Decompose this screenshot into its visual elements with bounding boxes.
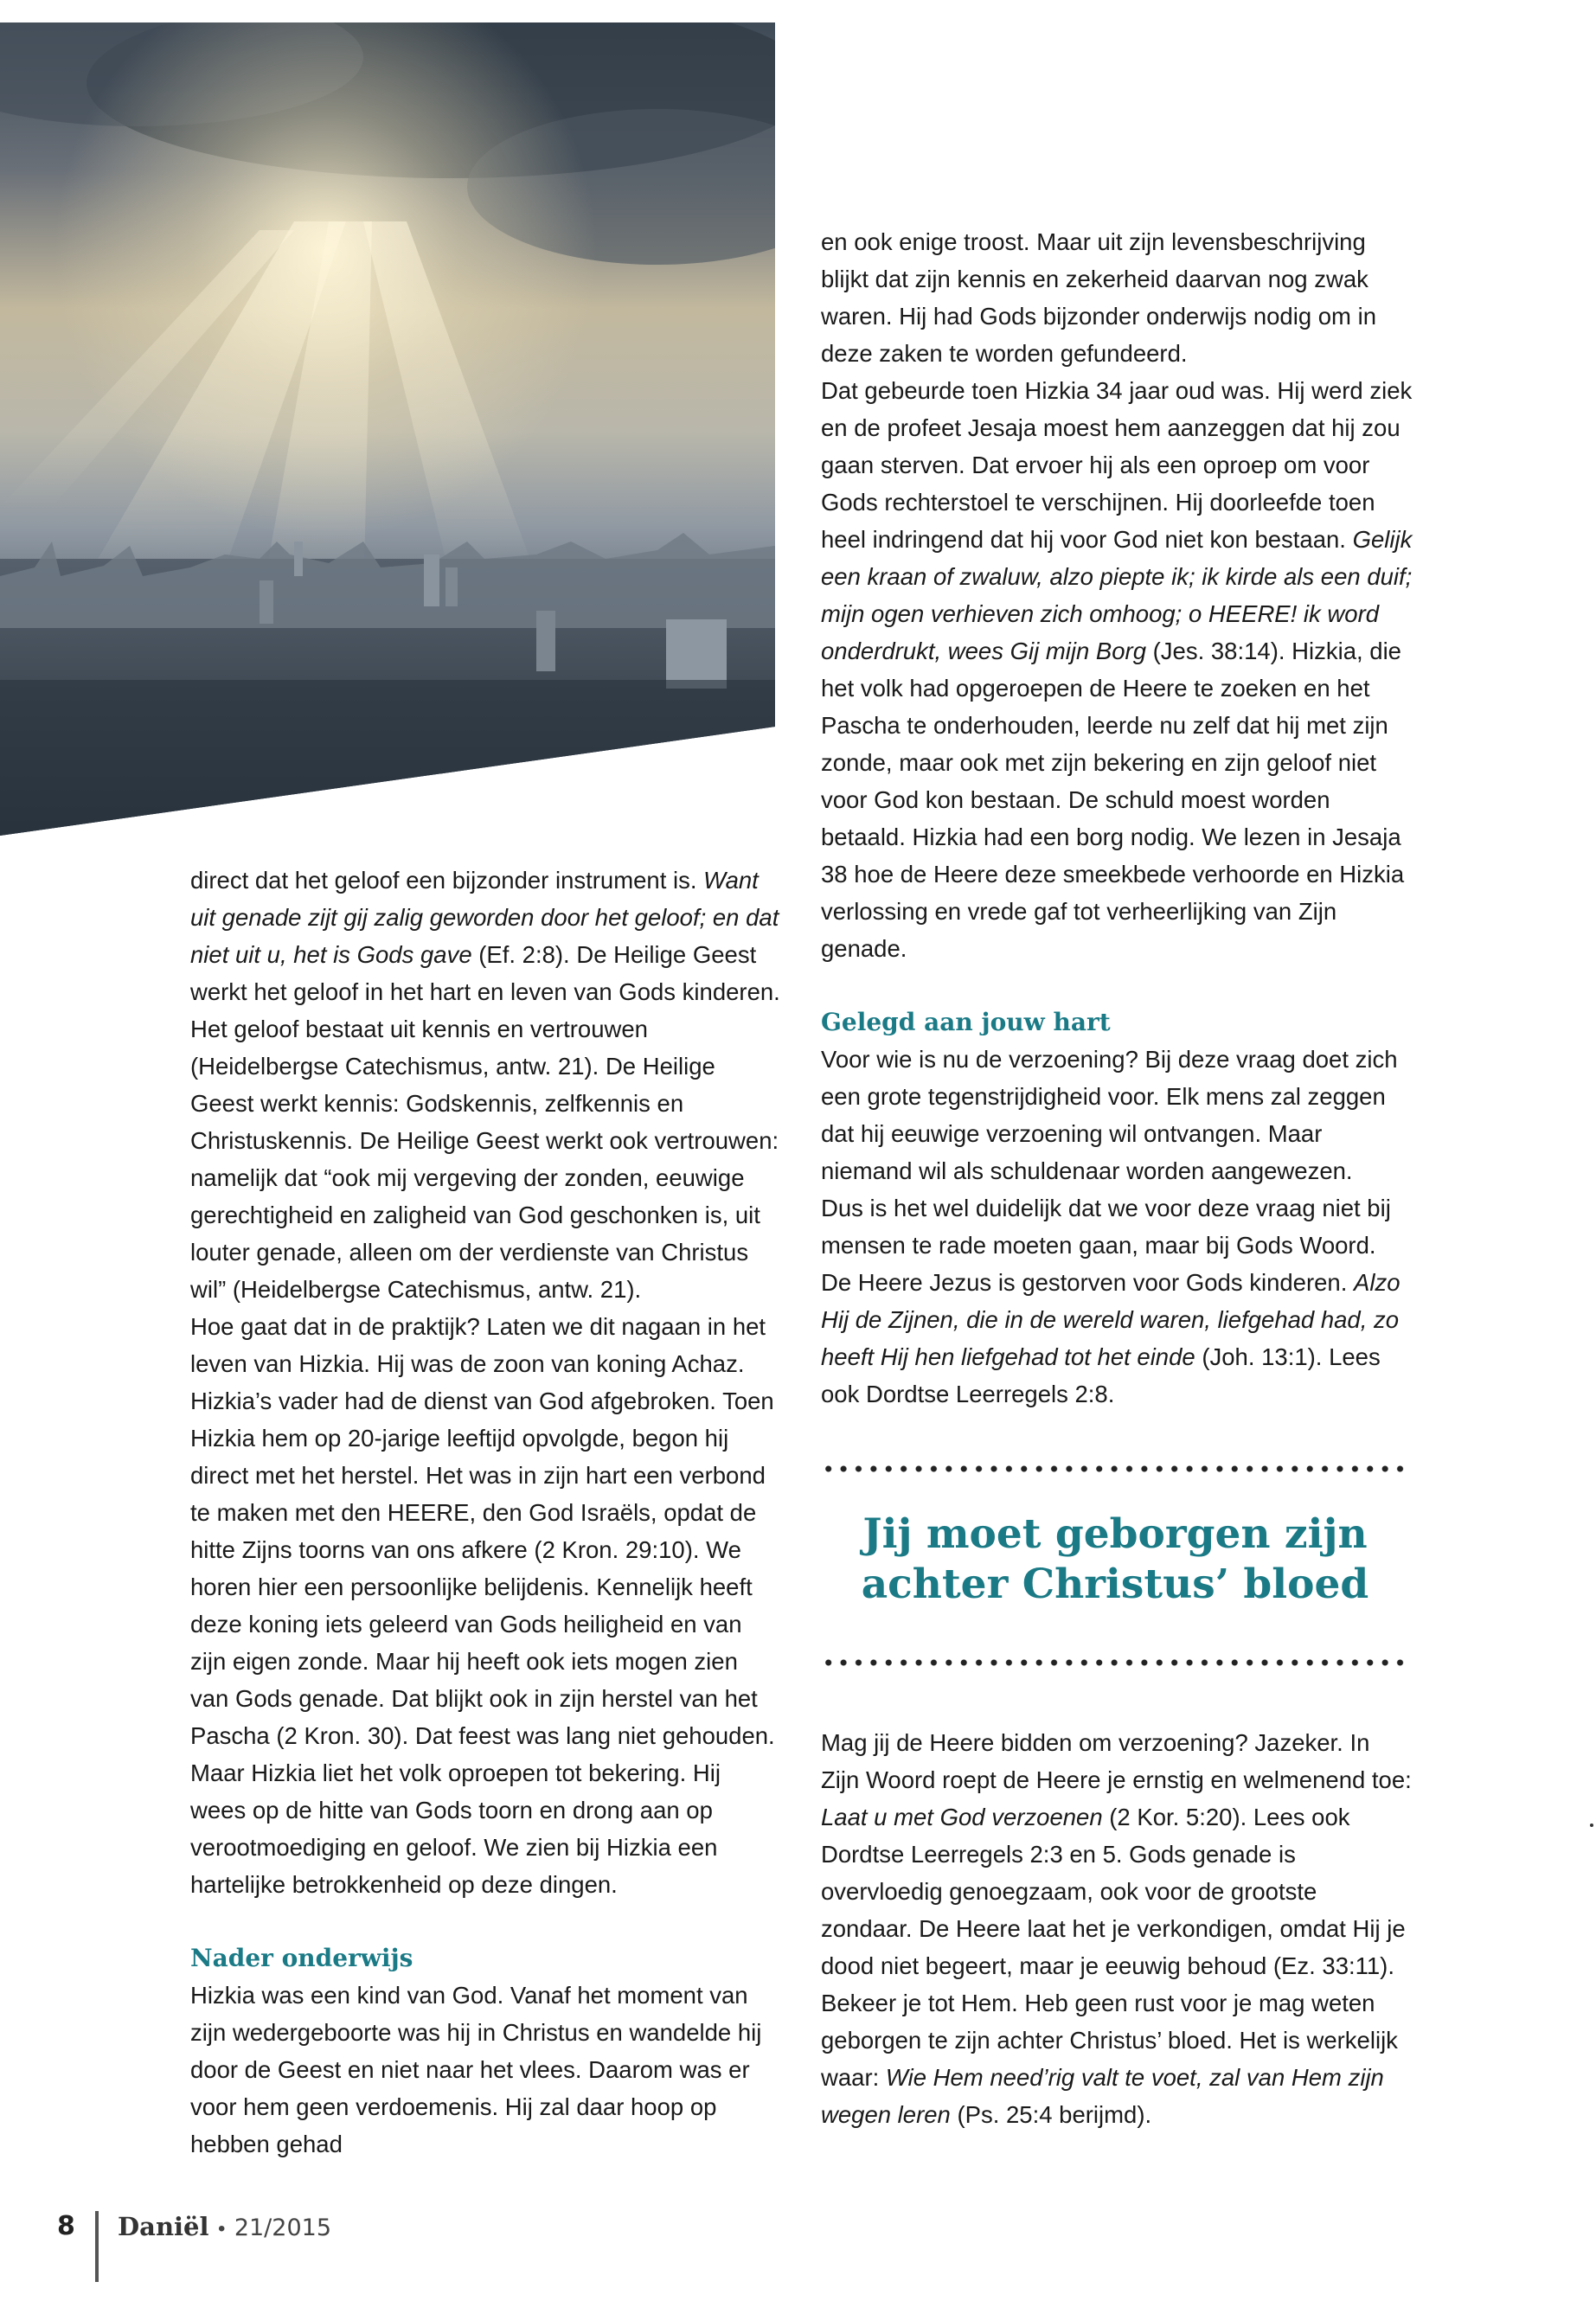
paragraph: Hoe gaat dat in de praktijk? Laten we dit nagaan in het leven van Hizkia. Hij was de zoon van koning Achaz. Hizkia’s vader had de dienst van God afgebroken. Toen Hizkia hem op 20-jarige leeftijd opvolgde, begon hij direct met het herstel. Het was in zijn hart een verbond te maken met den HEERE, den God Israëls, opdat de hitte Zijns toorns van ons afkere (2 Kron. 29:10). We horen hier een persoonlijke belijdenis. Kennelijk heeft deze koning iets geleerd van Gods heiligheid en van zijn eigen zonde. Maar hij heeft ook iets mogen zien van Gods genade. Dat blijkt ook in zijn herstel van het Pascha (2 Kron. 30). Dat feest was lang niet gehouden. Maar Hizkia liet het volk oproepen tot bekering. Hij wees op de hitte van Gods toorn en drong aan op verootmoediging en geloof. We zien bij Hizkia een hartelijke betrokkenheid op deze dingen. [190,1313,775,1898]
paragraph: Mag jij de Heere bidden om verzoening? Jazeker. In Zijn Woord roept de Heere je ernstig en welmenend toe: Laat u met God verzoenen (2 Kor. 5:20). Lees ook Dordtse Leerregels 2:3 en 5. Gods genade is overvloedig genoegzaam, ook voor de grootste zondaar. De Heere laat het je verkondigen, omdat Hij je dood niet begeert, maar je eeuwig behoud (Ez. 33:11). Bekeer je tot Hem. Heb geen rust voor je mag weten geborgen te zijn achter Christus’ bloed. Het is werkelijk waar: Wie Hem need’rig valt te voet, zal van Hem zijn wegen leren (Ps. 25:4 berijmd). [821,1729,1412,2128]
dotted-divider-bottom [821,1658,1409,1667]
magazine-name: Daniël [118,2212,209,2241]
right-column [821,223,1413,1413]
right-column-lower [821,1724,1413,2133]
pull-quote-line: Jij moet geborgen zijn [862,1510,1368,1558]
page-number: 8 [57,2211,75,2241]
italic-quote: Want uit genade zijt gij zalig geworden door het geloof; en dat niet uit u, het is Gods gave [190,867,779,968]
bullet-separator: • [217,2217,226,2240]
paragraph: direct dat het geloof een bijzonder instrument is. Want uit genade zijt gij zalig geworden door het geloof; en dat niet uit u, het is Gods gave (Ef. 2:8). De Heilige Geest werkt het geloof in het hart en leven van Gods kinderen. Het geloof bestaat uit kennis en vertrouwen (Heidelbergse Catechismus, antw. 21). De Heilige Geest werkt kennis: Godskennis, zelfkennis en Christuskennis. De Heilige Geest werkt ook vertrouwen: namelijk dat “ook mij vergeving der zonden, eeuwige gerechtigheid en zaligheid van God geschonken is, uit louter genade, alleen om der verdienste van Christus wil” (Heidelbergse Catechismus, antw. 21). [190,867,780,1303]
dotted-divider-top [821,1465,1409,1473]
italic-quote: Laat u met God verzoenen [821,1804,1103,1830]
paragraph: en ook enige troost. Maar uit zijn levensbeschrijving blijkt dat zijn kennis en zekerheid daarvan nog zwak waren. Hij had Gods bijzonder onderwijs nodig om in deze zaken te worden gefundeerd. [821,228,1377,367]
left-column [190,862,780,2163]
footer-divider [95,2211,99,2282]
pull-quote [821,1509,1409,1610]
paragraph: Dat gebeurde toen Hizkia 34 jaar oud was. Hij werd ziek en de profeet Jesaja moest hem aanzeggen dat hij zou gaan sterven. Dat ervoer hij als een oproep om voor Gods rechterstoel te verschijnen. Hij doorleefde toen heel indringend dat hij voor God niet kon bestaan. Gelijk een kraan of zwaluw, alzo piepte ik; ik kirde als een duif; mijn ogen verhieven zich omhoog; o HEERE! ik word onderdrukt, wees Gij mijn Borg (Jes. 38:14). Hizkia, die het volk had opgeroepen de Heere te zoeken en het Pascha te onderhouden, leerde nu zelf dat hij met zijn zonde, maar ook met zijn bekering en zijn geloof niet voor God kon bestaan. De schuld moest worden betaald. Hizkia had een borg nodig. We lezen in Jesaja 38 hoe de Heere deze smeekbede verhoorde en Hizkia verlossing en vrede gaf tot verheerlijking van Zijn genade. [821,377,1413,962]
pull-quote-line: achter Christus’ bloed [861,1561,1369,1608]
italic-quote: Alzo Hij de Zijnen, die in de wereld waren, liefgehad had, zo heeft Hij hen liefgehad tot het einde [821,1269,1401,1370]
paragraph: Dus is het wel duidelijk dat we voor deze vraag niet bij mensen te rade moeten gaan, maar bij Gods Woord. [821,1195,1391,1259]
paragraph: Hizkia was een kind van God. Vanaf het moment van zijn wedergeboorte was hij in Christus en wandelde hij door de Geest en niet naar het vlees. Daarom was er voor hem geen verdoemenis. Hij zal daar hoop op hebben gehad [190,1982,762,2157]
footer-brand [118,2204,331,2254]
italic-quote: Wie Hem need’rig valt te voet, zal van Hem zijn wegen leren [821,2064,1384,2128]
section-heading: Gelegd aan jouw hart [821,1008,1111,1036]
issue-number: 21/2015 [234,2214,331,2241]
paragraph: De Heere Jezus is gestorven voor Gods kinderen. Alzo Hij de Zijnen, die in de wereld waren, liefgehad had, zo heeft Hij hen liefgehad tot het einde (Joh. 13:1). Lees ook Dordtse Leerregels 2:8. [821,1269,1401,1407]
section-heading: Nader onderwijs [190,1944,413,1972]
paragraph: Voor wie is nu de verzoening? Bij deze vraag doet zich een grote tegenstrijdigheid voor. Elk mens zal zeggen dat hij eeuwige verzoening wil ontvangen. Maar niemand wil als schuldenaar worden aangewezen. [821,1046,1398,1184]
header-photo [0,22,775,841]
italic-quote: Gelijk een kraan of zwaluw, alzo piepte ik; ik kirde als een duif; mijn ogen verhieven zich omhoog; o HEERE! ik word onderdrukt, wees Gij mijn Borg [821,526,1413,664]
edge-mark [1590,1823,1593,1827]
